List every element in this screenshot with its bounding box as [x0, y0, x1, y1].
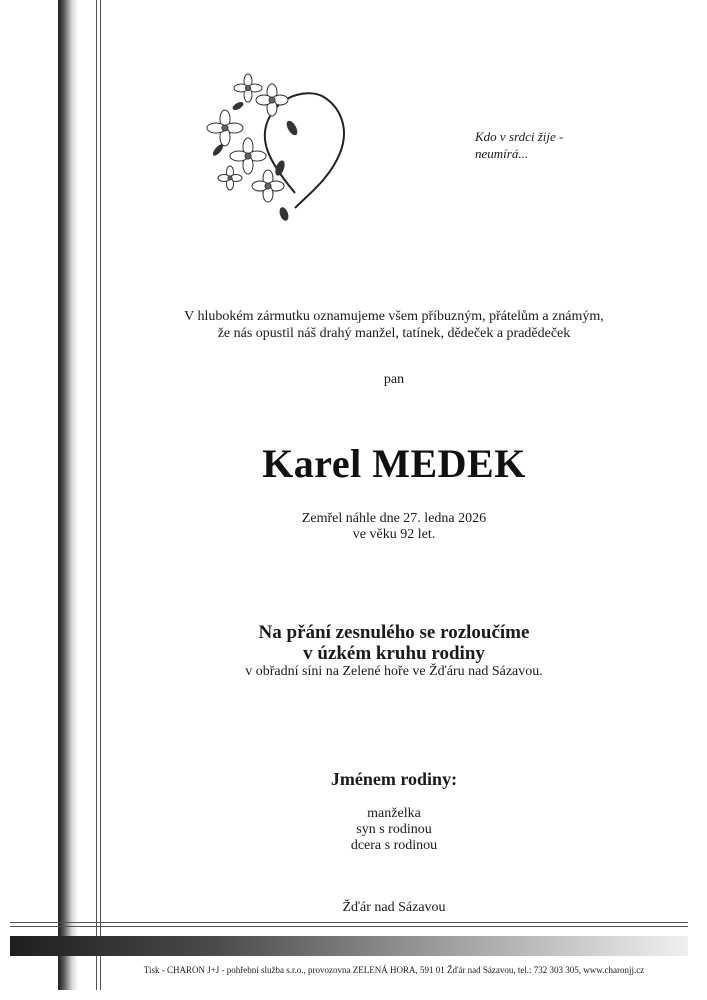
- family-member: manželka: [367, 806, 421, 821]
- left-border-bar: [58, 0, 78, 990]
- heart-with-flowers-icon: [200, 68, 360, 228]
- bottom-border-line: [10, 926, 688, 927]
- deceased-name: Karel MEDEK: [262, 441, 526, 486]
- family-member: dcera s rodinou: [350, 838, 438, 853]
- motto-line: Kdo v srdci žije -: [475, 129, 564, 144]
- family-member: syn s rodinou: [356, 822, 432, 837]
- farewell-place: v obřadní síni na Zelené hoře ve Žďáru nad Sázavou.: [245, 664, 543, 679]
- farewell-line: v úzkém kruhu rodiny: [303, 643, 485, 664]
- death-date: Zemřel náhle dne 27. ledna 2026: [301, 511, 487, 526]
- printer-footer: Tisk - CHARON J+J - pohřební služba s.r.o., provozovna ZELENÁ HORA, 591 01 Žďár nad Sázavou, tel.: 732 303 305, www.charonjj.cz: [143, 965, 645, 975]
- town: Žďár nad Sázavou: [342, 900, 446, 915]
- intro-line: V hlubokém zármutku oznamujeme všem příbuzným, přátelům a známým,: [184, 309, 604, 324]
- farewell-notice: [100, 622, 688, 664]
- death-details: [100, 511, 688, 543]
- family-heading: Jménem rodiny:: [330, 769, 458, 789]
- motto-line: neumírá...: [475, 146, 529, 161]
- announcement-intro: [100, 308, 688, 342]
- family-list: [100, 806, 688, 854]
- bottom-border-line: [10, 922, 688, 923]
- death-age: ve věku 92 let.: [352, 527, 436, 542]
- intro-line: že nás opustil náš drahý manžel, tatínek, dědeček a pradědeček: [217, 326, 571, 341]
- title-word: pan: [383, 372, 405, 387]
- left-border-line: [96, 0, 97, 990]
- motto: [475, 128, 605, 162]
- farewell-line: Na přání zesnulého se rozloučíme: [258, 622, 530, 643]
- bottom-border-bar: [10, 936, 688, 956]
